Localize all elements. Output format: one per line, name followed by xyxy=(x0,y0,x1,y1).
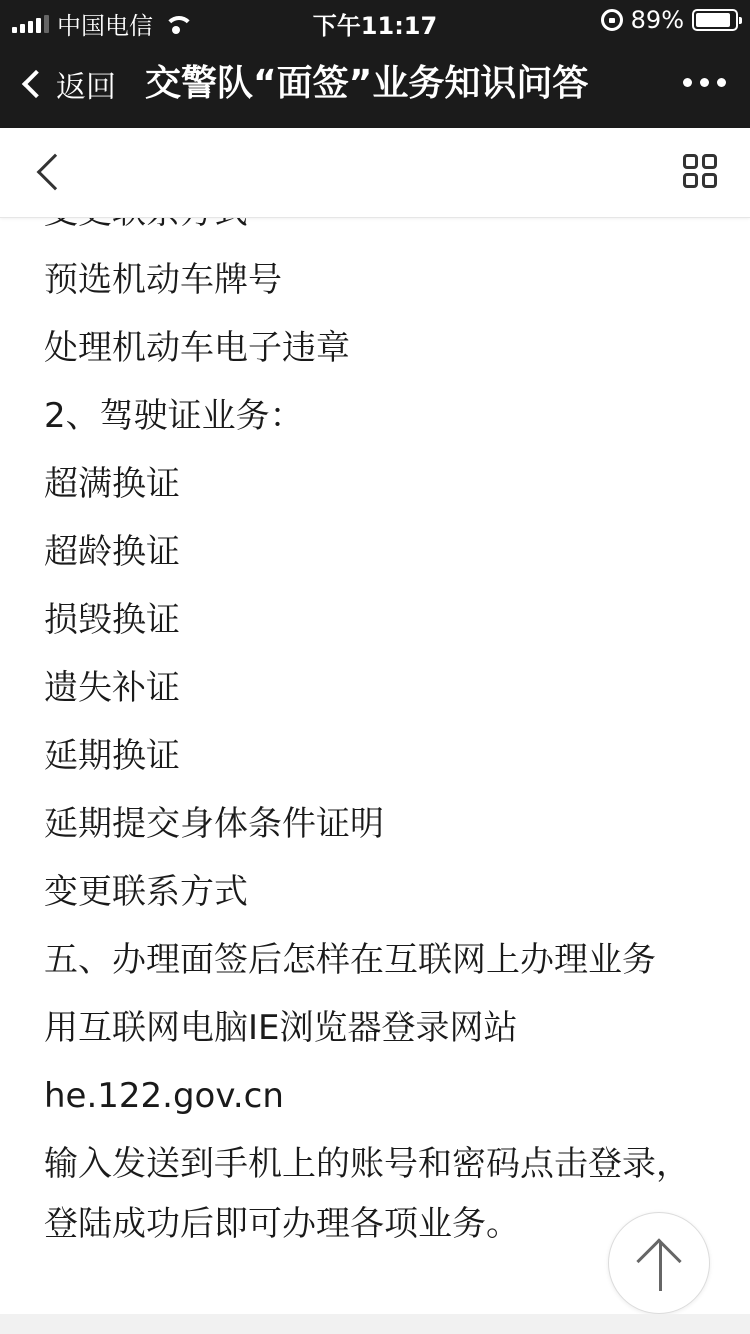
more-dot-icon xyxy=(700,78,709,87)
more-options-button[interactable] xyxy=(683,78,726,87)
arrow-up-stem xyxy=(659,1243,662,1291)
battery-fill xyxy=(696,13,730,27)
article-body xyxy=(44,178,704,1254)
scroll-to-top-button[interactable] xyxy=(608,1212,710,1314)
chevron-left-icon xyxy=(22,70,50,98)
article-paragraph: 输入发送到手机上的账号和密码点击登录，登陆成功后即可办理各项业务。 xyxy=(44,1144,690,1244)
article-line: he.122.gov.cn xyxy=(44,1076,284,1116)
wechat-nav-bar xyxy=(0,40,750,128)
article-line: 延期提交身体条件证明 xyxy=(44,804,384,844)
article-line: 五、办理面签后怎样在互联网上办理业务 xyxy=(44,940,656,980)
article-line: 遗失补证 xyxy=(44,668,180,708)
article-line: 变更联系方式 xyxy=(44,872,248,912)
chevron-left-icon xyxy=(37,154,74,191)
bottom-bar xyxy=(0,1314,750,1334)
article-line: 超满换证 xyxy=(44,464,180,504)
page-title: 交警队“面签”业务知识问答 xyxy=(145,63,589,104)
article-line: 2、驾驶证业务： xyxy=(44,396,304,436)
article-line: 用互联网电脑IE浏览器登录网站 xyxy=(44,1008,518,1048)
back-button[interactable] xyxy=(18,40,116,128)
more-dot-icon xyxy=(717,78,726,87)
carrier-name: 中国电信 xyxy=(57,12,153,40)
status-time: 下午11:17 xyxy=(312,12,438,40)
rotation-lock-icon xyxy=(601,9,623,31)
article-line: 损毁换证 xyxy=(44,600,180,640)
article-line: 预选机动车牌号 xyxy=(44,260,282,300)
battery-icon xyxy=(692,9,738,31)
battery-percent: 89% xyxy=(630,6,684,34)
article-content xyxy=(0,218,750,1314)
grid-menu-icon[interactable] xyxy=(683,154,721,192)
status-right xyxy=(601,6,738,34)
article-line: 超龄换证 xyxy=(44,532,180,572)
more-dot-icon xyxy=(683,78,692,87)
page-back-button[interactable] xyxy=(30,153,70,193)
status-bar xyxy=(0,0,750,40)
back-label: 返回 xyxy=(56,70,116,105)
page-toolbar xyxy=(0,128,750,218)
article-line: 延期换证 xyxy=(44,736,180,776)
article-line: 处理机动车电子违章 xyxy=(44,328,350,368)
